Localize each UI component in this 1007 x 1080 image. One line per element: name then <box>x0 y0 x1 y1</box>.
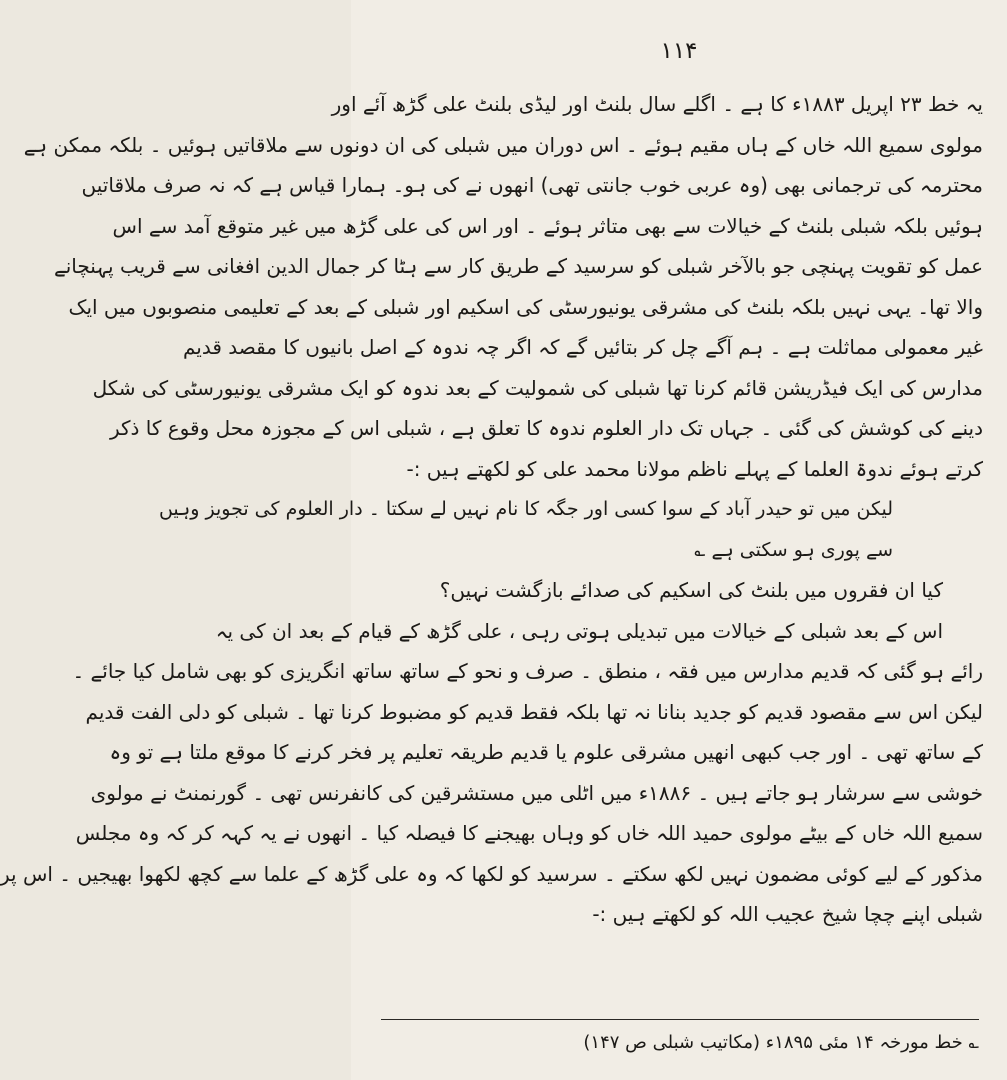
footnote-divider <box>381 1019 979 1020</box>
footnote: ؎ خط مورخہ ۱۴ مئی ۱۸۹۵ء (مکاتیب شبلی ص ۱۴۷) <box>583 1032 979 1053</box>
body-text <box>0 84 983 935</box>
body2-line-6: سمیع اللہ خاں کے بیٹے مولوی حمید اللہ خاں کو وہاں بھیجنے کا فیصلہ کیا ۔ انھوں نے یہ کہہ کر کہ وہ مجلس <box>75 821 983 845</box>
body2-line-1: اس کے بعد شبلی کے خیالات میں تبدیلی ہوتی رہی ، علی گڑھ کے قیام کے بعد ان کی یہ <box>215 618 943 643</box>
body-line-4: ہوئیں بلکہ شبلی بلنٹ کے خیالات سے بھی متاثر ہوئے ۔ اور اس کی علی گڑھ میں غیر متوقع آمد سے اس <box>112 213 983 238</box>
question-line: کیا ان فقروں میں بلنٹ کی اسکیم کی صدائے بازگشت نہیں؟ <box>439 578 943 602</box>
body2-line-7: مذکور کے لیے کوئی مضمون نہیں لکھ سکتے ۔ سرسید کو لکھا کہ وہ علی گڑھ کے علما سے کچھ لکھوا بھیجیں ۔ اس پر <box>0 861 983 886</box>
body-line-1: یہ خط ۲۳ اپریل ۱۸۸۳ء کا ہے ۔ اگلے سال بلنٹ اور لیڈی بلنٹ علی گڑھ آئے اور <box>331 92 983 116</box>
body-line-7: غیر معمولی مماثلت ہے ۔ ہم آگے چل کر بتائیں گے کہ اگر چہ ندوہ کے اصل بانیوں کا مقصد قدیم <box>182 335 983 359</box>
body2-line-2: رائے ہو گئی کہ قدیم مدارس میں فقہ ، منطق ۔ صرف و نحو کے ساتھ ساتھ انگریزی کو بھی شامل کیا جائے ۔ <box>72 659 983 683</box>
body-line-9: دینے کی کوشش کی گئی ۔ جہاں تک دار العلوم ندوہ کا تعلق ہے ، شبلی اس کے مجوزہ محل وقوع کا ذکر <box>109 416 983 440</box>
body-line-6: والا تھا۔ یہی نہیں بلکہ بلنٹ کی مشرقی یونیورسٹی کی اسکیم اور شبلی کے بعد کے تعلیمی منصوبوں میں ایک <box>68 294 983 319</box>
body-line-3: محترمہ کی ترجمانی بھی (وہ عربی خوب جانتی تھی) انھوں نے کی ہو۔ ہمارا قیاس ہے کہ نہ صرف ملاقاتیں <box>81 173 983 197</box>
body-line-2: مولوی سمیع اللہ خاں کے ہاں مقیم ہوئے ۔ اس دوران میں شبلی کی ان دونوں سے ملاقاتیں ہوئیں ۔ بلکہ ممکن ہے <box>23 132 983 157</box>
body-line-5: عمل کو تقویت پہنچی جو بالآخر شبلی کو سرسید کے طریق کار سے ہٹا کر جمال الدین افغانی سے قریب پہنچانے <box>53 254 983 278</box>
body2-line-5: خوشی سے سرشار ہو جاتے ہیں ۔ ۱۸۸۶ء میں اٹلی میں مستشرقین کی کانفرنس تھی ۔ گورنمنٹ نے مولوی <box>90 780 983 805</box>
quote-line-2: سے پوری ہو سکتی ہے ؎ <box>694 538 893 561</box>
body2-line-4: کے ساتھ تھی ۔ اور جب کبھی انھیں مشرقی علوم یا قدیم طریقہ تعلیم پر فخر کرنے کا موقع ملتا ہے تو وہ <box>109 740 983 764</box>
quote-line-1: لیکن میں تو حیدر آباد کے سوا کسی اور جگہ کا نام نہیں لے سکتا ۔ دار العلوم کی تجویز وہیں <box>158 498 893 520</box>
body2-line-8: شبلی اپنے چچا شیخ عجیب اللہ کو لکھتے ہیں :- <box>592 902 983 926</box>
page-number: ۱۱۴ <box>660 38 698 64</box>
body-line-8: مدارس کی ایک فیڈریشن قائم کرنا تھا شبلی کی شمولیت کے بعد ندوہ کو ایک مشرقی یونیورسٹی کی شکل <box>92 375 983 400</box>
body-line-10: کرتے ہوئے ندوۃ العلما کے پہلے ناظم مولانا محمد علی کو لکھتے ہیں :- <box>406 456 983 481</box>
body2-line-3: لیکن اس سے مقصود قدیم کو جدید بنانا نہ تھا بلکہ فقط قدیم کو مضبوط کرنا تھا ۔ شبلی کو دلی الفت قدیم <box>85 699 983 724</box>
